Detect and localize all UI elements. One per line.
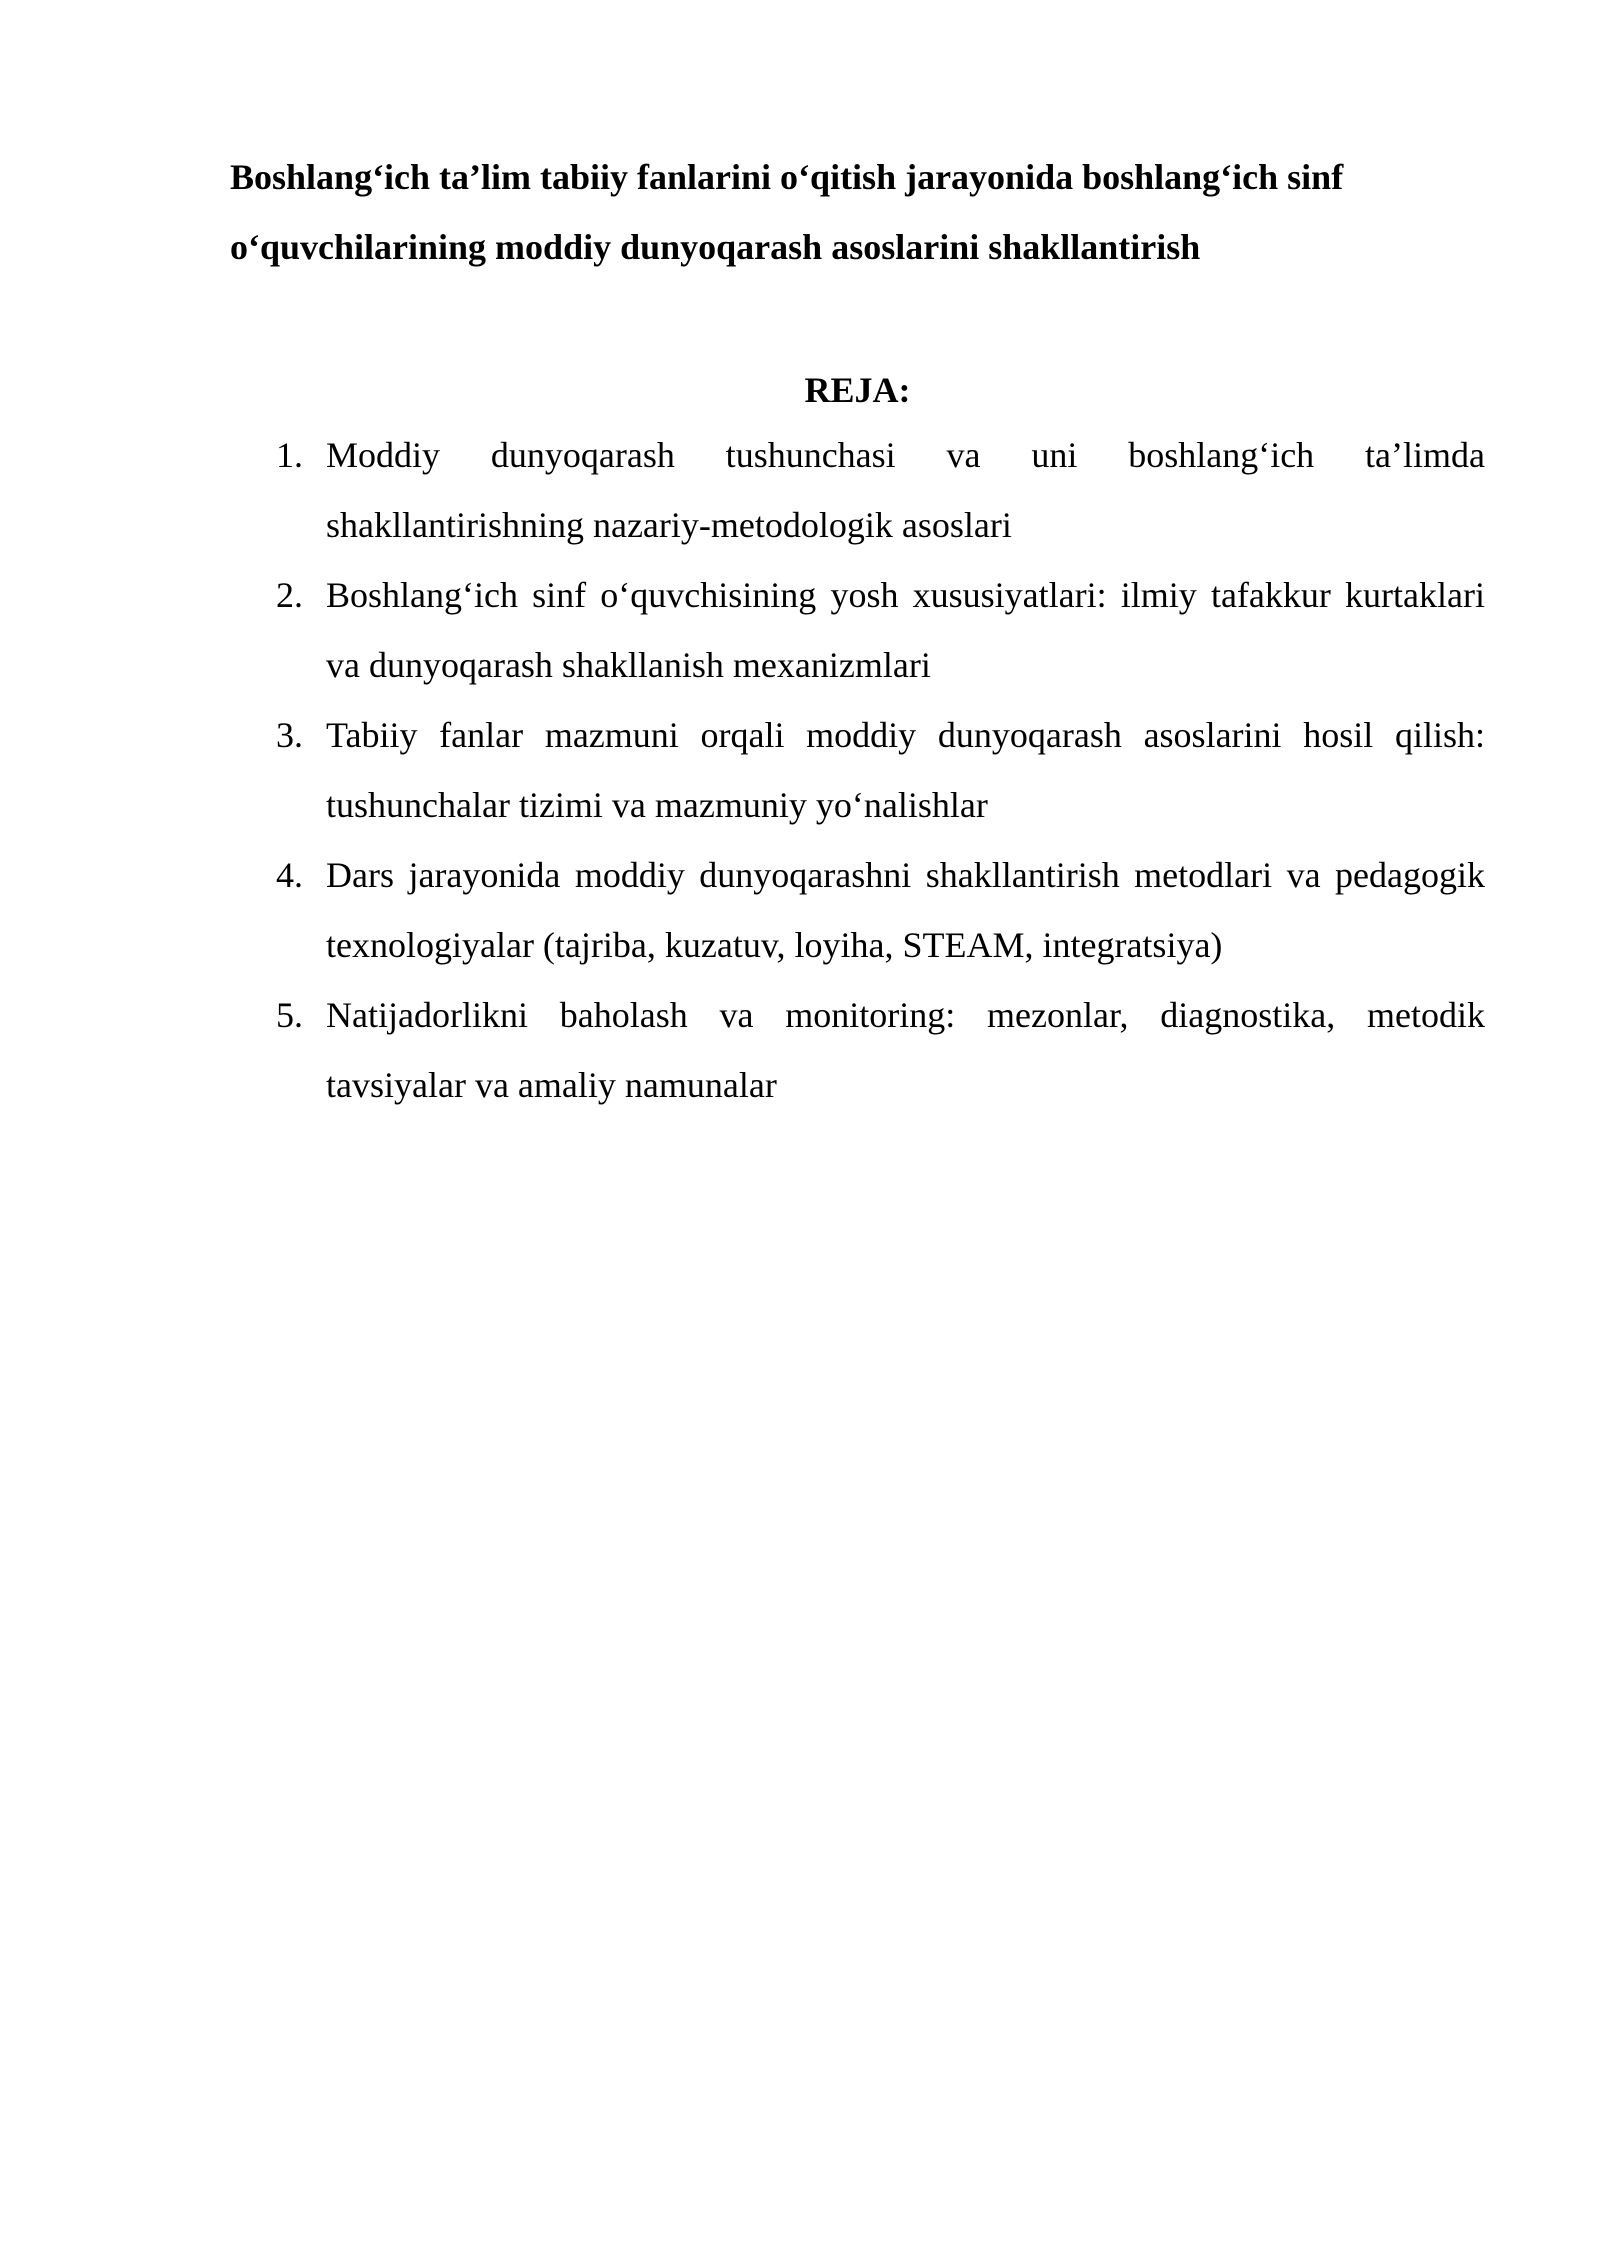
plan-item-text: Dars jarayonida moddiy dunyoqarashni shakllantirish metodlari va pedagogik texnologiyalar (tajriba, kuzatuv, loyiha, STEAM, integratsiya) [326,855,1485,965]
plan-item-text: Natijadorlikni baholash va monitoring: mezonlar, diagnostika, metodik tavsiyalar va amaliy namunalar [326,995,1485,1105]
plan-item-text: Boshlang‘ich sinf o‘quvchisining yosh xususiyatlari: ilmiy tafakkur kurtaklari va dunyoqarash shakllanish mexanizmlari [326,575,1485,685]
plan-item-number: 1. [276,435,303,475]
plan-item-1 [230,420,1485,560]
title-line-1: Boshlang‘ich ta’lim tabiiy fanlarini o‘qitish jarayonida boshlang‘ich sinf [230,157,1344,197]
plan-item-number: 2. [276,575,303,615]
plan-list [230,420,1485,1120]
plan-item-4 [230,840,1485,980]
title-line-2: o‘quvchilarining moddiy dunyoqarash asoslarini shakllantirish [230,227,1201,267]
plan-heading: REJA: [804,370,911,410]
plan-item-number: 4. [276,855,303,895]
plan-item-3 [230,700,1485,840]
plan-item-text: Moddiy dunyoqarash tushunchasi va uni boshlang‘ich ta’limda shakllantirishning nazariy-metodologik asoslari [326,435,1485,545]
plan-item-number: 3. [276,715,303,755]
document-title [230,142,1485,282]
plan-item-text: Tabiiy fanlar mazmuni orqali moddiy dunyoqarash asoslarini hosil qilish: tushunchalar tizimi va mazmuniy yo‘nalishlar [326,715,1485,825]
plan-item-2 [230,560,1485,700]
plan-item-5 [230,980,1485,1120]
plan-item-number: 5. [276,995,303,1035]
